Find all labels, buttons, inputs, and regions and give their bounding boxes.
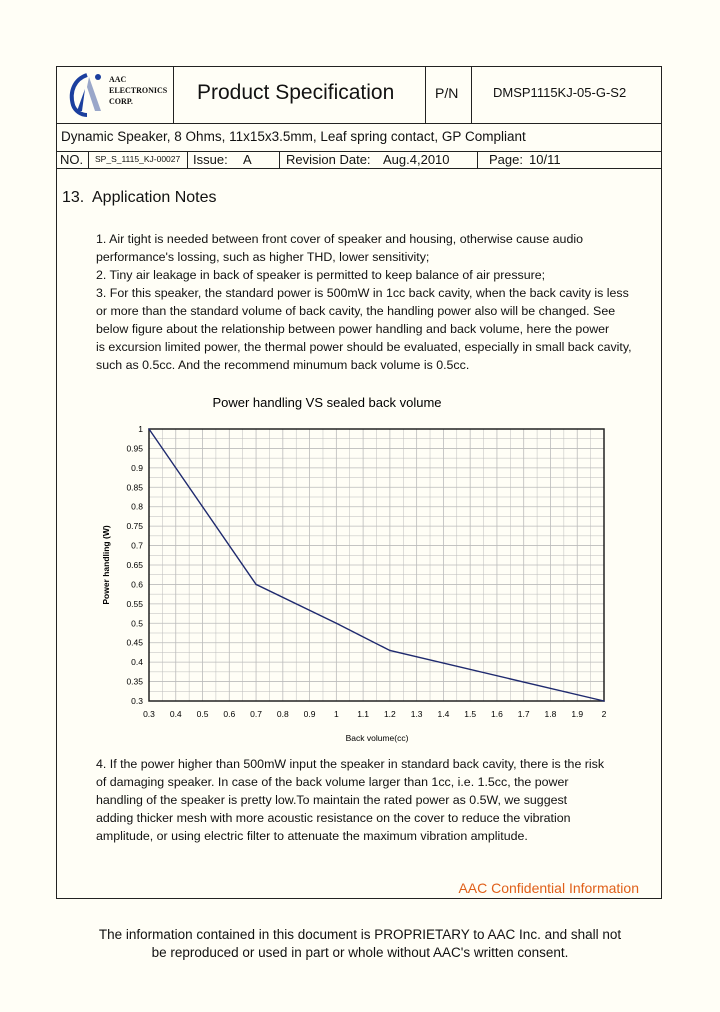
y-tick-label: 0.3 bbox=[131, 696, 143, 706]
x-tick-label: 0.4 bbox=[169, 709, 182, 719]
chart-title: Power handling VS sealed back volume bbox=[212, 395, 442, 410]
no-label: NO. bbox=[60, 152, 84, 167]
x-tick-label: 1.2 bbox=[383, 709, 396, 719]
y-tick-label: 0.75 bbox=[126, 521, 143, 532]
note-line: 2. Tiny air leakage in back of speaker is permitted to keep balance of air pressure; bbox=[96, 268, 546, 282]
company-name-line2: ELECTRONICS bbox=[109, 86, 168, 95]
revision-value: Aug.4,2010 bbox=[383, 152, 450, 167]
y-tick-label: 0.8 bbox=[131, 501, 143, 512]
x-tick-label: 0.6 bbox=[223, 709, 236, 719]
x-tick-label: 2 bbox=[601, 709, 607, 719]
no-value: SP_S_1115_KJ-00027 bbox=[95, 154, 181, 164]
y-tick-label: 0.6 bbox=[131, 579, 143, 590]
y-tick-label: 0.85 bbox=[126, 482, 143, 493]
x-tick-label: 1.3 bbox=[410, 709, 423, 719]
y-tick-label: 0.4 bbox=[131, 657, 143, 668]
y-tick-label: 0.7 bbox=[131, 540, 143, 551]
y-tick-labels bbox=[126, 424, 143, 706]
x-tick-label: 1.9 bbox=[571, 709, 584, 719]
confidential-label: AAC Confidential Information bbox=[458, 880, 639, 896]
y-axis-label: Power handling (W) bbox=[101, 525, 111, 605]
note-line: adding thicker mesh with more acoustic resistance on the cover to reduce the vibration bbox=[96, 811, 571, 825]
product-description: Dynamic Speaker, 8 Ohms, 11x15x3.5mm, Leaf spring contact, GP Compliant bbox=[61, 129, 526, 144]
x-tick-label: 1.6 bbox=[491, 709, 503, 719]
company-name-line3: CORP. bbox=[109, 97, 133, 106]
x-tick-label: 1.4 bbox=[437, 709, 450, 719]
note-line: or more than the standard volume of back cavity, the handling power also will be changed. See bbox=[96, 304, 616, 318]
data-point bbox=[148, 428, 150, 430]
section-number: 13. bbox=[62, 189, 85, 206]
x-tick-labels bbox=[143, 709, 607, 719]
x-tick-label: 0.3 bbox=[143, 709, 155, 719]
section-title: Application Notes bbox=[92, 189, 217, 206]
pn-value: DMSP1115KJ-05-G-S2 bbox=[493, 85, 627, 100]
issue-value: A bbox=[243, 152, 252, 167]
x-tick-label: 0.8 bbox=[276, 709, 289, 719]
y-tick-label: 0.5 bbox=[131, 618, 143, 629]
y-tick-label: 0.95 bbox=[126, 443, 143, 454]
note-line: amplitude, or using electric filter to attenuate the maximum vibration amplitude. bbox=[96, 829, 528, 843]
x-tick-label: 0.9 bbox=[303, 709, 316, 719]
data-point bbox=[603, 700, 605, 702]
pn-label: P/N bbox=[435, 85, 459, 101]
x-tick-label: 1.7 bbox=[517, 709, 530, 719]
revision-label: Revision Date: bbox=[286, 152, 371, 167]
note-line: 1. Air tight is needed between front cover of speaker and housing, otherwise cause audio bbox=[96, 232, 583, 246]
data-point bbox=[336, 622, 338, 624]
issue-label: Issue: bbox=[193, 152, 228, 167]
note-line: of damaging speaker. In case of the back volume larger than 1cc, i.e. 1.5cc, the power bbox=[96, 775, 569, 789]
footer-line-2: be reproduced or used in part or whole without AAC's written consent. bbox=[151, 945, 569, 960]
y-tick-label: 0.35 bbox=[126, 676, 143, 687]
x-tick-label: 1 bbox=[333, 709, 339, 719]
page-value: 10/11 bbox=[529, 152, 561, 167]
note-line: 4. If the power higher than 500mW input the speaker in standard back cavity, there is the risk bbox=[96, 757, 605, 771]
note-line: below figure about the relationship between power handling and back volume, here the power bbox=[96, 322, 610, 336]
document-title: Product Specification bbox=[197, 81, 395, 104]
y-tick-label: 0.55 bbox=[126, 598, 143, 609]
x-tick-label: 0.7 bbox=[250, 709, 262, 719]
page-label: Page: bbox=[489, 152, 523, 167]
x-axis-label: Back volume(cc) bbox=[345, 733, 409, 743]
x-tick-label: 1.1 bbox=[357, 709, 370, 719]
y-tick-label: 0.45 bbox=[126, 637, 143, 648]
note-line: 3. For this speaker, the standard power is 500mW in 1cc back cavity, when the back cavity is less bbox=[96, 286, 629, 300]
note-line: handling of the speaker is pretty low.To maintain the rated power as 0.5W, we suggest bbox=[96, 793, 568, 807]
x-tick-label: 0.5 bbox=[196, 709, 209, 719]
data-point bbox=[255, 584, 257, 586]
x-tick-label: 1.8 bbox=[544, 709, 557, 719]
y-tick-label: 1 bbox=[138, 424, 143, 434]
note-line: performance's lossing, such as higher THD, lower sensitivity; bbox=[96, 250, 430, 264]
data-point bbox=[389, 650, 391, 652]
x-tick-label: 1.5 bbox=[464, 709, 477, 719]
y-tick-label: 0.65 bbox=[126, 560, 143, 570]
note-line: is excursion limited power, the thermal power should be evaluated, especially in small back cavity, bbox=[96, 340, 632, 354]
company-name-line1: AAC bbox=[109, 75, 127, 84]
note-line: such as 0.5cc. And the recommend minumum back volume is 0.5cc. bbox=[96, 358, 470, 372]
chart-grid bbox=[149, 429, 604, 701]
y-tick-label: 0.9 bbox=[131, 462, 143, 473]
footer-line-1: The information contained in this document is PROPRIETARY to AAC Inc. and shall not bbox=[98, 927, 622, 942]
